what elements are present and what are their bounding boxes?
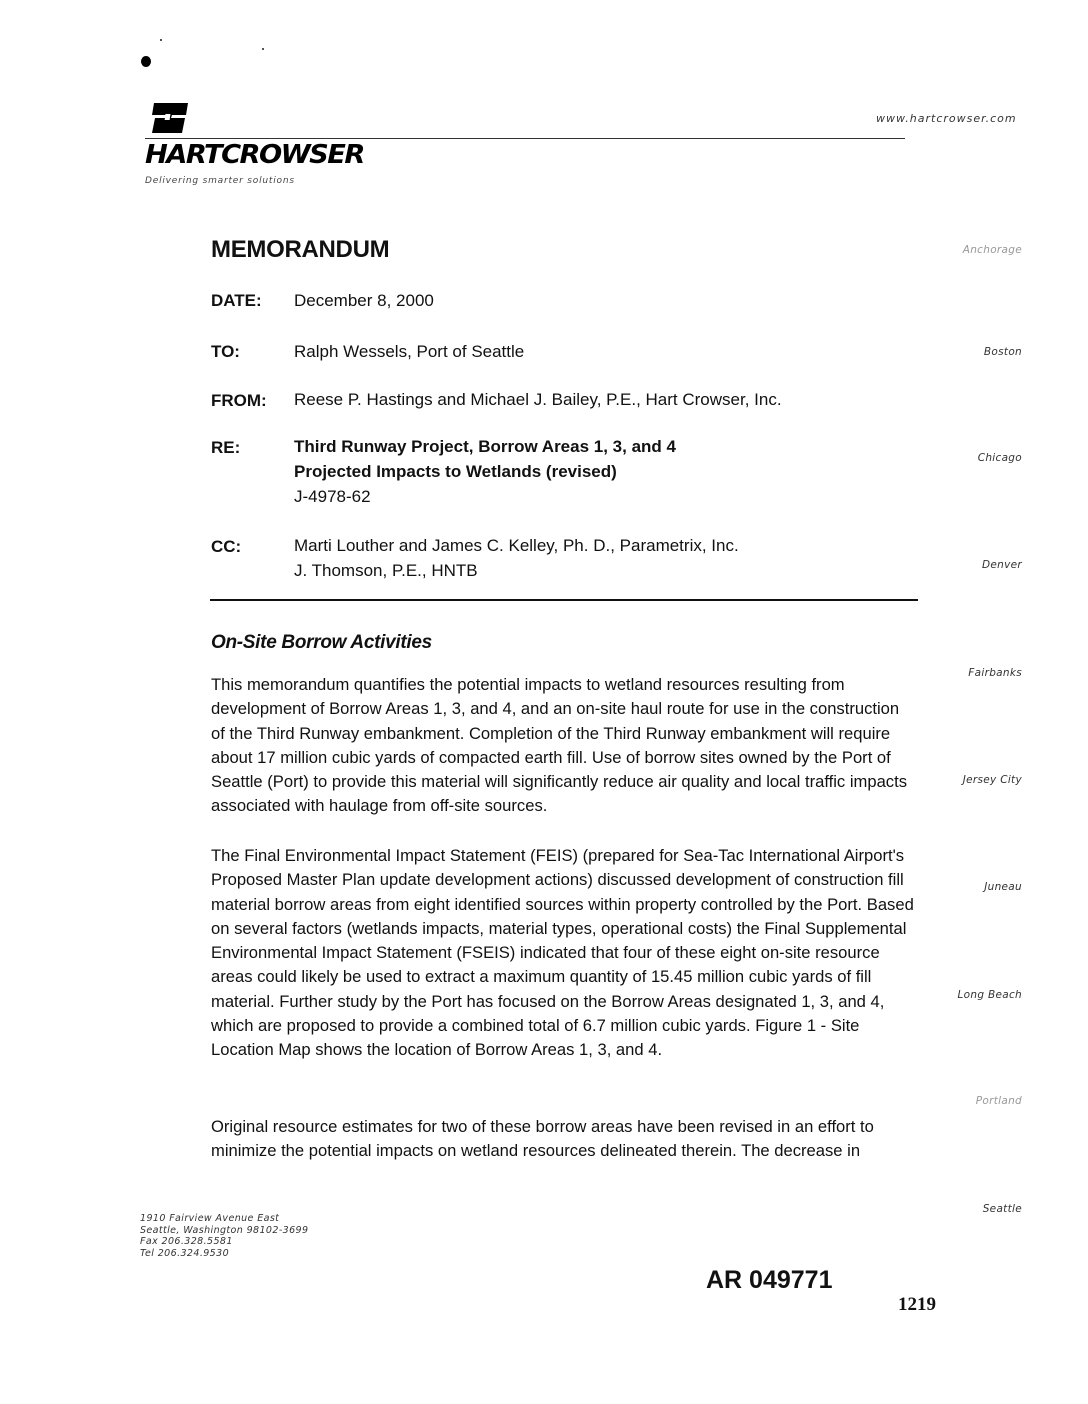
address-street: 1910 Fairview Avenue East: [140, 1213, 280, 1224]
cc-line-1: Marti Louther and James C. Kelley, Ph. D., Parametrix, Inc.: [294, 536, 739, 555]
header-divider: [210, 599, 918, 601]
paragraph-1: This memorandum quantifies the potential impacts to wetland resources resulting from development of Borrow Areas 1, 3, and 4, and an on-site haul route for use in the construction of the Third Runway embankment. Completion of the Third Runway embankment will require about 17 million cubic yards of compacted earth fill. Use of borrow sites owned by the Port of Seattle (Port) to provide this material will significantly reduce air quality and local traffic impacts associated with haulage from off-site sources.: [211, 675, 908, 816]
date-value: December 8, 2000: [294, 291, 434, 310]
address-phone: Tel 206.324.9530: [140, 1247, 230, 1259]
header-rule: [145, 138, 905, 139]
from-label: FROM:: [211, 391, 267, 410]
section-heading: On-Site Borrow Activities: [211, 632, 432, 653]
from-value: Reese P. Hastings and Michael J. Bailey, P.E., Hart Crowser, Inc.: [294, 390, 782, 409]
paragraph-3: Original resource estimates for two of these borrow areas have been revised in an effort to minimize the potential impacts on wetland resources delineated therein. The decrease in: [211, 1117, 874, 1161]
address-fax: Fax 206.328.5581: [140, 1236, 233, 1247]
office-portland: Portland: [975, 1095, 1022, 1107]
re-label: RE:: [211, 438, 241, 457]
office-seattle: Seattle: [982, 1203, 1022, 1215]
office-long-beach: Long Beach: [957, 989, 1022, 1001]
re-value: [294, 434, 676, 509]
office-address: [140, 1213, 308, 1259]
scan-artifact-speck: [262, 48, 264, 50]
brand-name: HARTCROWSER: [145, 140, 364, 170]
paragraph-2: The Final Environmental Impact Statement (FEIS) (prepared for Sea-Tac International Airport's Proposed Master Plan update development actions) discussed development of construction fill material borrow areas from eight identified sources within property controlled by the Port. Based on several factors (wetlands impacts, material types, operational costs) the Final Supplemental Environmental Impact Statement (FSEIS) indicated that four of these eight on-site resource areas could likely be used to extract a maximum quantity of 15.45 million cubic yards of fill material. Further study by the Port has focused on the Borrow Areas designated 1, 3, and 4, which are proposed to provide a combined total of 6.7 million cubic yards. Figure 1 - Site Location Map shows the location of Borrow Areas 1, 3, and 4.: [211, 846, 914, 1060]
bates-number: AR 049771: [706, 1266, 833, 1294]
to-value: Ralph Wessels, Port of Seattle: [294, 342, 525, 361]
re-job-number: J-4978-62: [294, 487, 371, 506]
office-boston: Boston: [983, 346, 1022, 358]
memo-title: MEMORANDUM: [211, 236, 390, 263]
office-anchorage: Anchorage: [962, 244, 1022, 256]
hartcrowser-logo-icon: [150, 103, 188, 133]
page-number: 1219: [898, 1294, 936, 1315]
cc-value: [294, 533, 739, 583]
tagline: Delivering smarter solutions: [145, 176, 295, 186]
office-denver: Denver: [982, 559, 1022, 571]
cc-line-2: J. Thomson, P.E., HNTB: [294, 561, 478, 580]
cc-label: CC:: [211, 537, 242, 556]
re-subject-line-2: Projected Impacts to Wetlands (revised): [294, 462, 617, 481]
office-fairbanks: Fairbanks: [968, 667, 1022, 679]
office-jersey-city: Jersey City: [962, 774, 1022, 786]
re-subject-line-1: Third Runway Project, Borrow Areas 1, 3, and 4: [294, 437, 676, 456]
to-label: TO:: [211, 342, 240, 361]
website-url[interactable]: www.hartcrowser.com: [876, 112, 1017, 125]
address-city: Seattle, Washington 98102-3699: [140, 1224, 309, 1236]
scan-artifact-speck: [160, 39, 162, 41]
scan-artifact-dot: [141, 56, 151, 67]
date-label: DATE:: [211, 291, 262, 310]
office-juneau: Juneau: [984, 881, 1022, 893]
office-chicago: Chicago: [977, 452, 1022, 464]
